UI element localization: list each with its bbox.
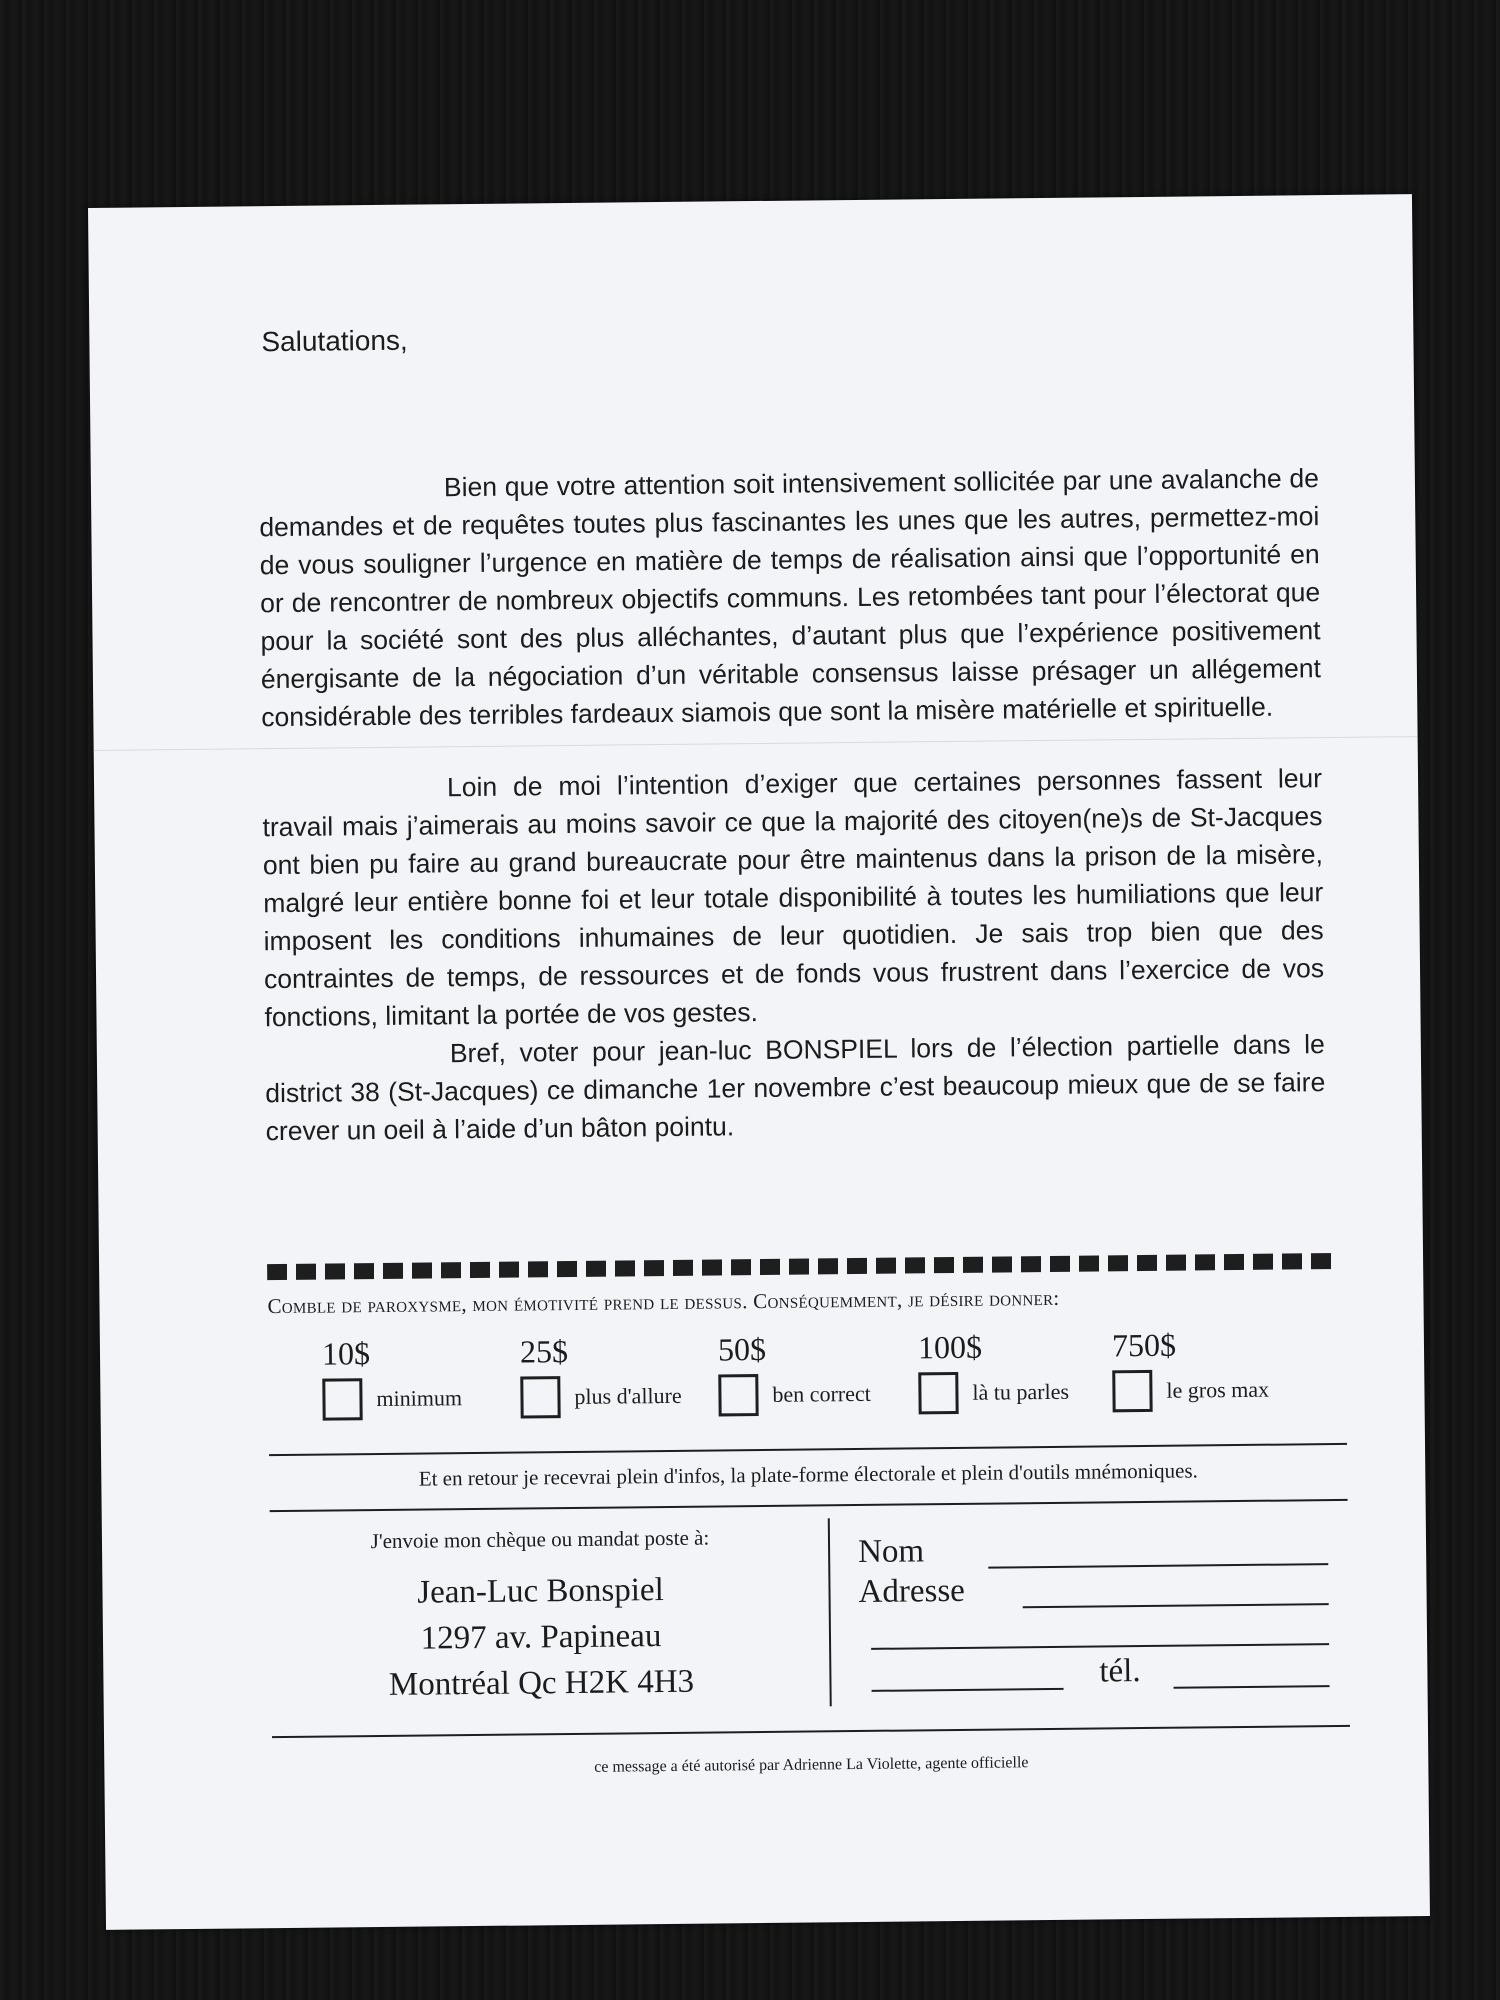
return-note: Et en retour je recevrai plein d'infos, la plate-forme électorale et plein d'outils mnémoniques. (418, 1458, 1198, 1491)
flyer-page (88, 194, 1430, 1930)
amount-label: 25$ (519, 1333, 569, 1370)
nom-field[interactable] (988, 1563, 1328, 1569)
checkbox-750[interactable] (1112, 1370, 1152, 1412)
option-label: ben correct (772, 1380, 871, 1407)
donation-option-100 (918, 1328, 1069, 1415)
option-label: plus d'allure (574, 1382, 682, 1409)
paragraph-2: Loin de moi l’intention d’exiger que certaines personnes fassent leur travail mais j’aimerais au moins savoir ce que la majorité des citoyen(ne)s de St-Jacques ont bien pu faire au grand bureaucrate pour être maintenus dans la prison de la misère, malgré leur entière bonne foi et leur totale disponibilité à toutes les humiliations que leur imposent les conditions inhumaines de leur quotidien. Je sais trop bien que des contraintes de temps, de ressources et de fonds vous frustrent dans l’exercice de vos fonctions, limitant la portée de vos gestes. (262, 763, 1325, 1033)
option-label: minimum (376, 1385, 463, 1412)
nom-label: Nom (857, 1533, 925, 1571)
mailing-intro: J'envoie mon chèque ou mandat poste à: (370, 1525, 710, 1554)
adresse-label: Adresse (858, 1572, 966, 1611)
tel-label: tél. (1099, 1653, 1141, 1690)
amount-label: 100$ (917, 1328, 983, 1366)
recipient-city: Montréal Qc H2K 4H3 (388, 1663, 695, 1703)
amount-label: 50$ (717, 1330, 767, 1368)
donation-options (322, 1325, 1353, 1426)
mailing-address (270, 1525, 812, 1710)
amount-label: 10$ (321, 1335, 371, 1372)
adresse-line-2-field[interactable] (871, 1643, 1329, 1650)
divider (270, 1499, 1348, 1512)
cut-line (267, 1253, 1337, 1280)
recipient-street: 1297 av. Papineau (420, 1618, 662, 1657)
authorization-note: ce message a été autorisé par Adrienne La Violette, agente officielle (594, 1754, 1029, 1776)
donation-option-10 (322, 1334, 462, 1420)
greeting: Salutations, (261, 324, 408, 358)
letter-body (258, 425, 1325, 1150)
donation-option-50 (718, 1330, 871, 1417)
paragraph-3: Bref, voter pour jean-luc BONSPIEL lors de l’élection partielle dans le district 38 (St-Jacques) ce dimanche 1er novembre c’est beaucoup mieux que de se faire crever un oeil à l’aide d’un bâton pointu. (265, 1029, 1326, 1147)
donation-option-25 (520, 1332, 682, 1419)
checkbox-25[interactable] (520, 1376, 560, 1418)
recipient-name: Jean-Luc Bonspiel (417, 1572, 664, 1611)
amount-label: 750$ (1111, 1326, 1177, 1364)
checkbox-100[interactable] (918, 1372, 958, 1414)
adresse-line-3-field[interactable] (872, 1688, 1064, 1692)
donation-prompt: Comble de paroxysme, mon émotivité prend le dessus. Conséquemment, je désire donner: (267, 1285, 1060, 1319)
tel-field[interactable] (1174, 1685, 1330, 1689)
adresse-field[interactable] (1023, 1603, 1329, 1608)
checkbox-10[interactable] (322, 1378, 362, 1420)
option-label: le gros max (1166, 1376, 1270, 1403)
donation-option-750 (1112, 1326, 1270, 1413)
divider (272, 1725, 1350, 1738)
paragraph-1: Bien que votre attention soit intensivement sollicitée par une avalanche de demandes et de requêtes toutes plus fascinantes les unes que les autres, permettez-moi de vous souligner l’urgence en matière de temps de réalisation ainsi que l’opportunité en or de rencontrer de nombreux objectifs communs. Les retombées tant pour l’électorat que pour la société sont des plus alléchantes, d’autant plus que l’expérience positivement énergisante de la négociation d’un véritable consensus laisse présager un allégement considérable des terribles fardeaux siamois que sont la misère matérielle et spirituelle. (259, 463, 1322, 733)
option-label: là tu parles (972, 1378, 1070, 1405)
checkbox-50[interactable] (718, 1374, 758, 1416)
column-divider (828, 1518, 832, 1706)
divider (269, 1443, 1347, 1456)
